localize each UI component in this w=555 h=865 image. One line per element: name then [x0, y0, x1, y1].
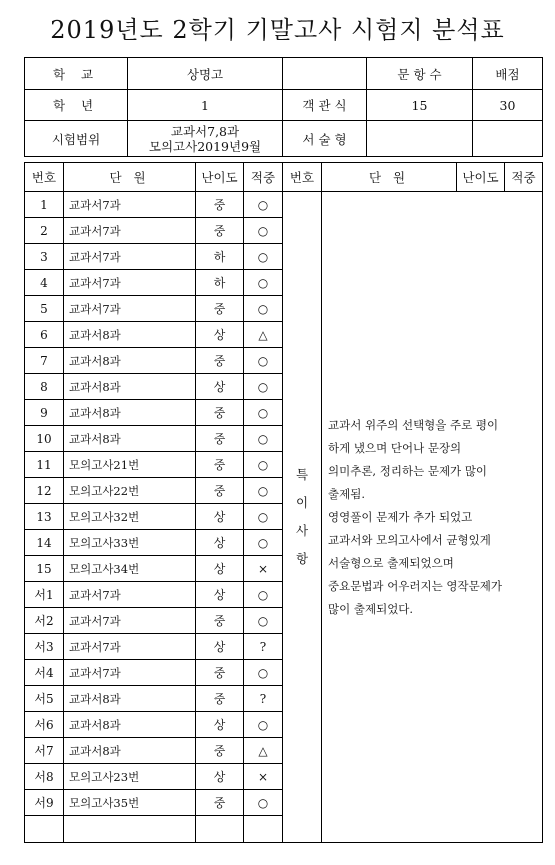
remark-line: 중요문법과 어우러지는 영작문제가 — [328, 578, 502, 593]
hit-mark: ○ — [244, 296, 283, 322]
unit-name: 교과서7과 — [64, 218, 196, 244]
analysis-table — [24, 162, 543, 843]
col-header-num: 번호 — [25, 163, 64, 192]
question-number: 14 — [25, 530, 64, 556]
question-number — [25, 816, 64, 843]
question-number: 서9 — [25, 790, 64, 816]
unit-name: 교과서7과 — [64, 192, 196, 218]
unit-name: 교과서7과 — [64, 296, 196, 322]
hit-mark: ○ — [244, 478, 283, 504]
hit-mark: ○ — [244, 712, 283, 738]
objective-count: 15 — [367, 90, 473, 121]
unit-name: 모의고사21번 — [64, 452, 196, 478]
hit-mark: △ — [244, 738, 283, 764]
question-number: 11 — [25, 452, 64, 478]
school-value: 상명고 — [128, 58, 283, 90]
unit-name: 교과서8과 — [64, 738, 196, 764]
question-number: 서2 — [25, 608, 64, 634]
difficulty-level: 중 — [196, 738, 244, 764]
difficulty-level: 상 — [196, 322, 244, 348]
unit-name: 모의고사34번 — [64, 556, 196, 582]
remark-line: 하게 냈으며 단어나 문장의 — [328, 440, 462, 455]
hit-mark: × — [244, 556, 283, 582]
question-number: 서3 — [25, 634, 64, 660]
special-notes-char: 사 — [295, 523, 309, 538]
hit-mark — [244, 816, 283, 843]
hit-mark: ? — [244, 686, 283, 712]
unit-name: 교과서8과 — [64, 686, 196, 712]
difficulty-level: 상 — [196, 582, 244, 608]
difficulty-level — [196, 816, 244, 843]
question-number: 1 — [25, 192, 64, 218]
unit-name: 모의고사23번 — [64, 764, 196, 790]
essay-label: 서 술 형 — [283, 121, 367, 157]
hit-mark: ○ — [244, 374, 283, 400]
special-notes-text — [322, 192, 543, 843]
difficulty-level: 중 — [196, 660, 244, 686]
difficulty-level: 상 — [196, 712, 244, 738]
difficulty-level: 중 — [196, 218, 244, 244]
difficulty-level: 하 — [196, 270, 244, 296]
special-notes-label — [283, 192, 322, 843]
points-label: 배점 — [473, 58, 543, 90]
hit-mark: ○ — [244, 426, 283, 452]
question-number: 8 — [25, 374, 64, 400]
difficulty-level: 중 — [196, 348, 244, 374]
hit-mark: ○ — [244, 218, 283, 244]
unit-name: 교과서7과 — [64, 582, 196, 608]
difficulty-level: 중 — [196, 452, 244, 478]
unit-name: 교과서8과 — [64, 426, 196, 452]
difficulty-level: 중 — [196, 296, 244, 322]
hit-mark: ○ — [244, 790, 283, 816]
remark-line: 교과서와 모의고사에서 균형있게 — [328, 532, 491, 547]
question-number: 7 — [25, 348, 64, 374]
question-number: 3 — [25, 244, 64, 270]
question-number: 서8 — [25, 764, 64, 790]
question-number: 서4 — [25, 660, 64, 686]
difficulty-level: 중 — [196, 790, 244, 816]
unit-name: 교과서7과 — [64, 244, 196, 270]
difficulty-level: 상 — [196, 556, 244, 582]
objective-points: 30 — [473, 90, 543, 121]
difficulty-level: 중 — [196, 192, 244, 218]
difficulty-level: 상 — [196, 504, 244, 530]
range-label: 시험범위 — [25, 121, 128, 157]
hit-mark: ○ — [244, 582, 283, 608]
difficulty-level: 중 — [196, 400, 244, 426]
unit-name: 교과서7과 — [64, 634, 196, 660]
col-header-num-2: 번호 — [283, 163, 322, 192]
essay-points — [473, 121, 543, 157]
question-number: 4 — [25, 270, 64, 296]
remark-line: 많이 출제되었다. — [328, 601, 414, 616]
hit-mark: ○ — [244, 270, 283, 296]
unit-name: 모의고사32번 — [64, 504, 196, 530]
unit-name: 교과서7과 — [64, 608, 196, 634]
question-number: 12 — [25, 478, 64, 504]
question-number: 2 — [25, 218, 64, 244]
hit-mark: ○ — [244, 452, 283, 478]
unit-name: 교과서8과 — [64, 348, 196, 374]
hit-mark: ○ — [244, 192, 283, 218]
unit-name: 모의고사35번 — [64, 790, 196, 816]
col-header-suitability-2: 적중 — [505, 163, 543, 192]
question-number: 서5 — [25, 686, 64, 712]
unit-name: 교과서8과 — [64, 374, 196, 400]
unit-name — [64, 816, 196, 843]
col-header-difficulty-2: 난이도 — [457, 163, 505, 192]
special-notes-char: 이 — [295, 495, 309, 510]
grade-value: 1 — [128, 90, 283, 121]
question-number: 9 — [25, 400, 64, 426]
grade-label: 학 년 — [25, 90, 128, 121]
unit-name: 교과서8과 — [64, 322, 196, 348]
question-number: 10 — [25, 426, 64, 452]
page-title: 2019년도 2학기 기말고사 시험지 분석표 — [50, 16, 505, 44]
col-header-difficulty: 난이도 — [196, 163, 244, 192]
hit-mark: ○ — [244, 244, 283, 270]
difficulty-level: 상 — [196, 634, 244, 660]
unit-name: 모의고사33번 — [64, 530, 196, 556]
unit-name: 교과서8과 — [64, 400, 196, 426]
hit-mark: ○ — [244, 400, 283, 426]
range-line-1: 교과서7,8과 — [170, 123, 240, 139]
question-number: 5 — [25, 296, 64, 322]
objective-label: 객 관 식 — [283, 90, 367, 121]
hit-mark: ○ — [244, 660, 283, 686]
difficulty-level: 상 — [196, 530, 244, 556]
special-notes-char: 항 — [295, 551, 309, 566]
table-row — [25, 192, 543, 218]
difficulty-level: 중 — [196, 608, 244, 634]
difficulty-level: 상 — [196, 764, 244, 790]
col-header-unit: 단 원 — [64, 163, 196, 192]
unit-name: 교과서7과 — [64, 270, 196, 296]
question-number: 13 — [25, 504, 64, 530]
hit-mark: ○ — [244, 608, 283, 634]
difficulty-level: 상 — [196, 374, 244, 400]
question-number: 서1 — [25, 582, 64, 608]
remark-line: 서술형으로 출제되었으며 — [328, 555, 454, 570]
col-header-unit-2: 단 원 — [322, 163, 457, 192]
remark-line: 의미추론, 정리하는 문제가 많이 — [328, 463, 488, 478]
blank-cell — [283, 58, 367, 90]
hit-mark: ○ — [244, 530, 283, 556]
unit-name: 모의고사22번 — [64, 478, 196, 504]
column-header-row — [25, 163, 543, 192]
special-notes-char: 특 — [295, 467, 309, 482]
question-count-label: 문 항 수 — [367, 58, 473, 90]
difficulty-level: 하 — [196, 244, 244, 270]
remark-line: 영영풀이 문제가 추가 되었고 — [328, 509, 473, 524]
remark-line: 출제됨. — [328, 486, 365, 501]
question-number: 서7 — [25, 738, 64, 764]
question-number: 6 — [25, 322, 64, 348]
hit-mark: ○ — [244, 504, 283, 530]
range-line-2: 모의고사2019년9월 — [148, 138, 262, 154]
essay-count — [367, 121, 473, 157]
unit-name: 교과서8과 — [64, 712, 196, 738]
unit-name: 교과서7과 — [64, 660, 196, 686]
hit-mark: ○ — [244, 348, 283, 374]
question-number: 15 — [25, 556, 64, 582]
hit-mark: ? — [244, 634, 283, 660]
col-header-suitability: 적중 — [244, 163, 283, 192]
exam-info-table — [24, 57, 543, 157]
difficulty-level: 중 — [196, 478, 244, 504]
question-number: 서6 — [25, 712, 64, 738]
school-label: 학 교 — [25, 58, 128, 90]
difficulty-level: 중 — [196, 686, 244, 712]
difficulty-level: 중 — [196, 426, 244, 452]
remark-line: 교과서 위주의 선택형을 주로 평이 — [328, 417, 499, 432]
hit-mark: △ — [244, 322, 283, 348]
range-value — [128, 121, 283, 157]
hit-mark: × — [244, 764, 283, 790]
